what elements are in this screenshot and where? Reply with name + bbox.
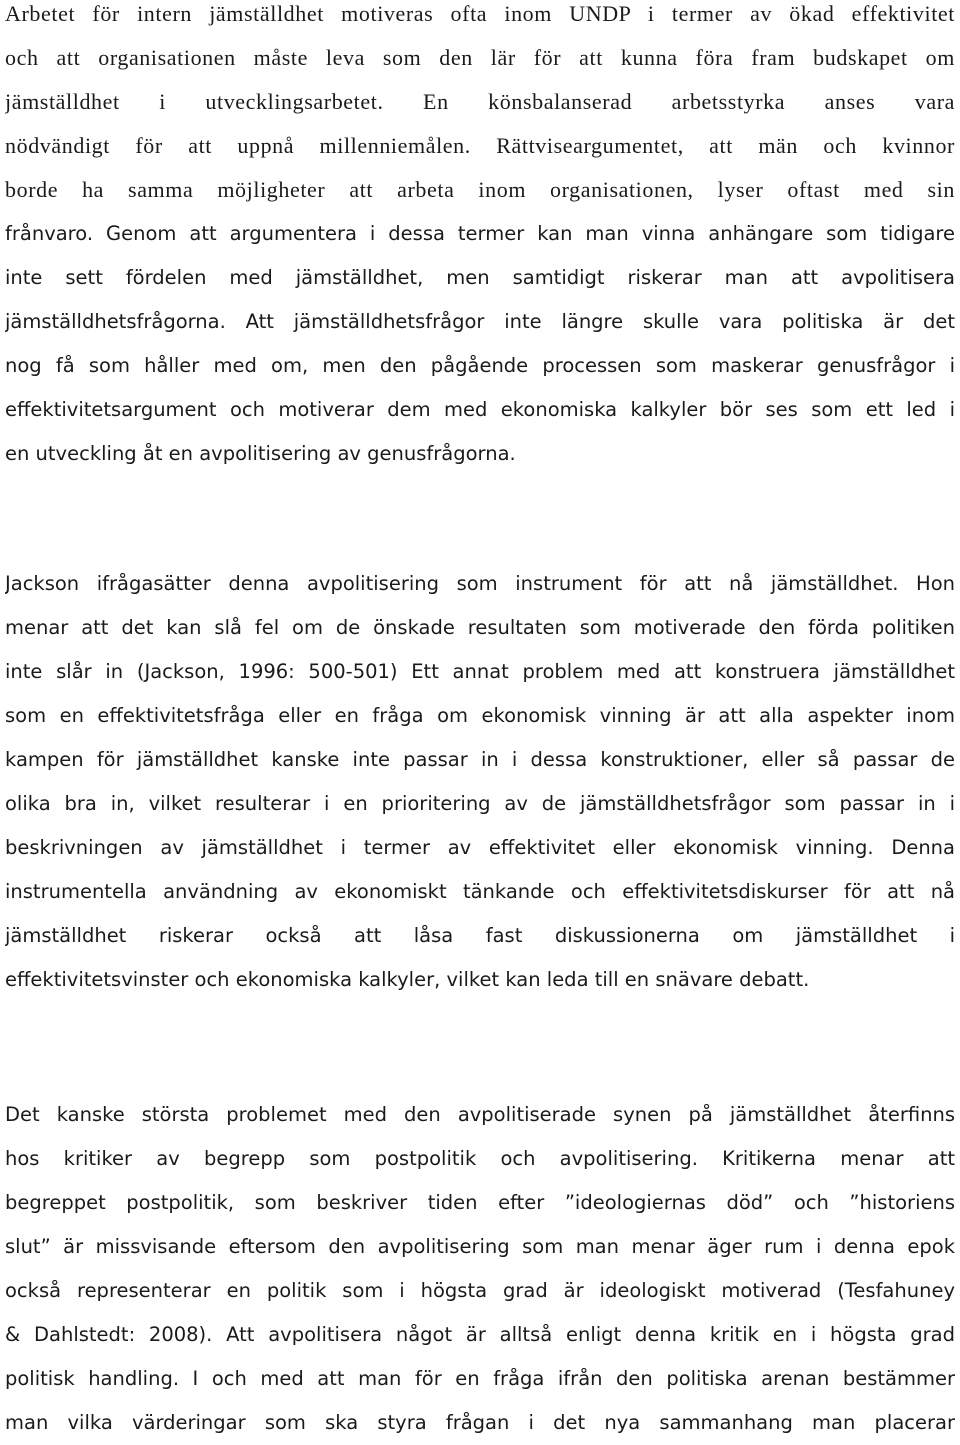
text-line: kampen för jämställdhet kanske inte passar in i dessa konstruktioner, eller så passar de bbox=[5, 748, 955, 771]
text-line: inte slår in (Jackson, 1996: 500-501) Ett annat problem med att konstruera jämställdhet bbox=[5, 660, 955, 683]
text-line: borde ha samma möjligheter att arbeta inom organisationen, lyser oftast med sin bbox=[5, 177, 955, 202]
text-line: som en effektivitetsfråga eller en fråga om ekonomisk vinning är att alla aspekter inom bbox=[5, 704, 955, 727]
text-line: och att organisationen måste leva som den lär för att kunna föra fram budskapet om bbox=[5, 45, 955, 70]
text-line: Arbetet för intern jämställdhet motiveras ofta inom UNDP i termer av ökad effektivitet bbox=[5, 1, 955, 26]
paragraph-3 bbox=[5, 1093, 955, 1445]
text-line: också representerar en politik som i högsta grad är ideologiskt motiverad (Tesfahuney bbox=[5, 1279, 955, 1302]
paragraph-2 bbox=[5, 562, 955, 1002]
text-line: man vilka värderingar som ska styra frågan i det nya sammanhang man placerar bbox=[5, 1411, 955, 1434]
text-line: beskrivningen av jämställdhet i termer av effektivitet eller ekonomisk vinning. Denna bbox=[5, 836, 955, 859]
text-line: effektivitetsvinster och ekonomiska kalkyler, vilket kan leda till en snävare debatt. bbox=[5, 968, 810, 991]
text-line: hos kritiker av begrepp som postpolitik och avpolitisering. Kritikerna menar att bbox=[5, 1147, 955, 1170]
text-line: nog få som håller med om, men den pågående processen som maskerar genusfrågor i bbox=[5, 354, 955, 377]
text-line: instrumentella användning av ekonomiskt tänkande och effektivitetsdiskurser för att nå bbox=[5, 880, 955, 903]
text-line: Jackson ifrågasätter denna avpolitisering som instrument för att nå jämställdhet. Hon bbox=[5, 572, 955, 595]
text-line: olika bra in, vilket resulterar i en prioritering av de jämställdhetsfrågor som passar in i bbox=[5, 792, 955, 815]
text-line: begreppet postpolitik, som beskriver tiden efter ”ideologiernas död” och ”historiens bbox=[5, 1191, 955, 1214]
text-line: jämställdhetsfrågorna. Att jämställdhetsfrågor inte längre skulle vara politiska är det bbox=[5, 310, 955, 333]
text-line: en utveckling åt en avpolitisering av genusfrågorna. bbox=[5, 442, 516, 465]
text-line: Det kanske största problemet med den avpolitiserade synen på jämställdhet återfinns bbox=[5, 1103, 955, 1126]
text-line: jämställdhet i utvecklingsarbetet. En könsbalanserad arbetsstyrka anses vara bbox=[5, 89, 955, 114]
text-line: politisk handling. I och med att man för en fråga ifrån den politiska arenan bestämmer bbox=[5, 1367, 955, 1390]
text-line: inte sett fördelen med jämställdhet, men samtidigt riskerar man att avpolitisera bbox=[5, 266, 955, 289]
text-line: menar att det kan slå fel om de önskade resultaten som motiverade den förda politiken bbox=[5, 616, 955, 639]
text-line: & Dahlstedt: 2008). Att avpolitisera något är alltså enligt denna kritik en i högsta grad bbox=[5, 1323, 955, 1346]
text-line: jämställdhet riskerar också att låsa fast diskussionerna om jämställdhet i bbox=[5, 924, 955, 947]
text-line: slut” är missvisande eftersom den avpolitisering som man menar äger rum i denna epok bbox=[5, 1235, 955, 1258]
text-line: effektivitetsargument och motiverar dem med ekonomiska kalkyler bör ses som ett led i bbox=[5, 398, 955, 421]
text-line: nödvändigt för att uppnå millenniemålen. Rättviseargumentet, att män och kvinnor bbox=[5, 133, 955, 158]
text-line: frånvaro. Genom att argumentera i dessa termer kan man vinna anhängare som tidigare bbox=[5, 222, 955, 245]
paragraph-1 bbox=[5, 0, 955, 476]
